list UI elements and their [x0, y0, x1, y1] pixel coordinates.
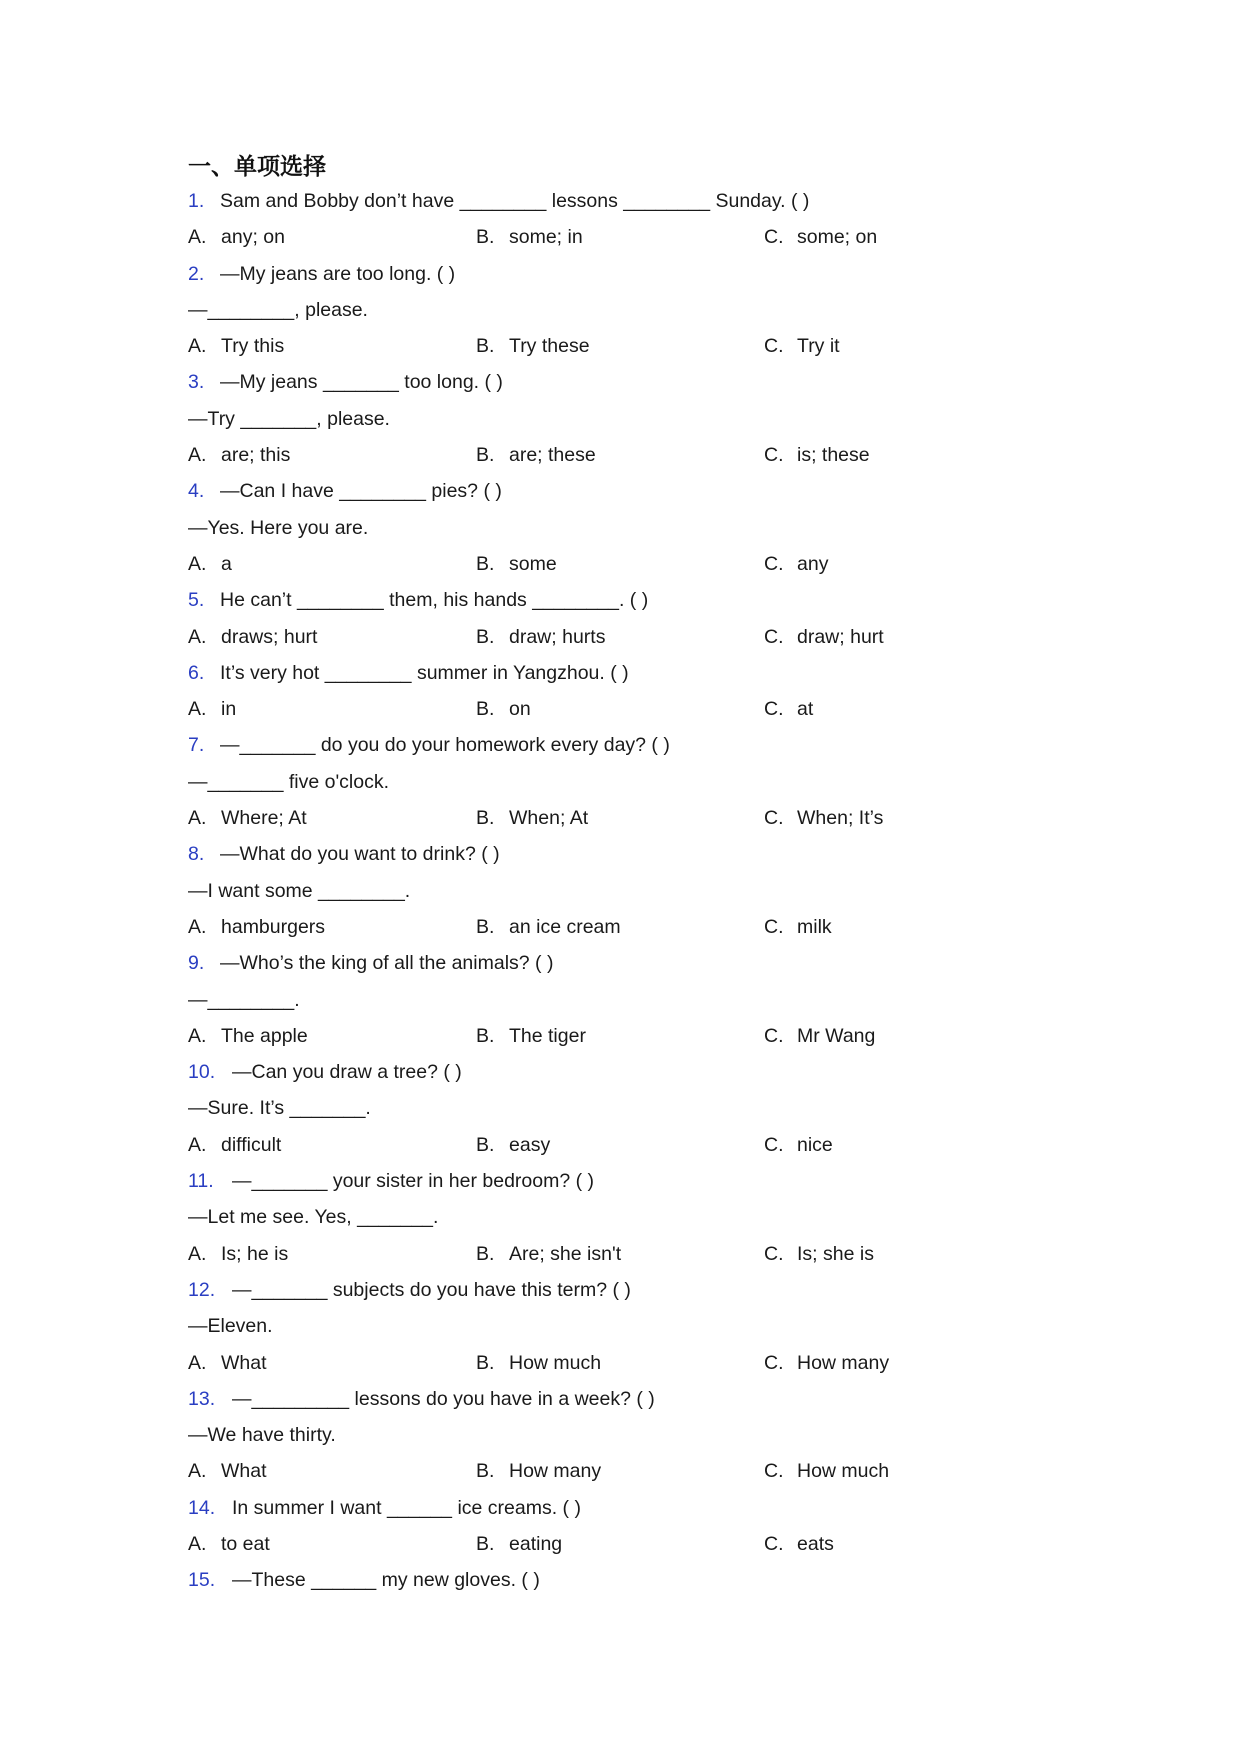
option-text: is; these [797, 444, 870, 467]
option-letter: B. [476, 625, 495, 648]
question-stem [188, 1163, 1088, 1199]
question-stem [188, 836, 1088, 872]
question-text: —Try _______, please. [188, 407, 390, 430]
question-text: —My jeans _______ too long. ( ) [220, 371, 503, 394]
question-reply-line [188, 982, 1088, 1018]
option-text: What [221, 1351, 267, 1374]
question-9 [188, 945, 1088, 1054]
option-text: How many [797, 1351, 890, 1374]
option-letter: B. [476, 1460, 495, 1483]
option-text: an ice cream [509, 915, 621, 938]
option-letter: A. [188, 1024, 207, 1047]
option-text: Try these [509, 335, 590, 358]
option-letter: B. [476, 226, 495, 249]
option-letter: B. [476, 335, 495, 358]
option-text: draw; hurt [797, 625, 884, 648]
option-c[interactable] [764, 1345, 889, 1381]
answer-options [188, 691, 1088, 727]
question-text: Sam and Bobby don’t have ________ lessons ________ Sunday. ( ) [220, 190, 810, 212]
option-text: nice [797, 1133, 833, 1156]
option-c[interactable] [764, 546, 828, 582]
option-b[interactable] [476, 1526, 562, 1562]
answer-options [188, 1526, 1088, 1562]
option-text: Where; At [221, 807, 307, 830]
option-b[interactable] [476, 219, 583, 255]
answer-options [188, 1453, 1088, 1489]
question-5 [188, 582, 1088, 655]
question-2 [188, 256, 1088, 365]
answer-options [188, 219, 1088, 255]
option-text: any; on [221, 226, 285, 249]
option-text: eats [797, 1532, 834, 1555]
question-4 [188, 473, 1088, 582]
option-text: at [797, 698, 814, 721]
question-stem [188, 1490, 1088, 1526]
question-number: 7. [188, 734, 205, 757]
section-title: 一、单项选择 [188, 153, 326, 180]
option-text: are; these [509, 444, 596, 467]
option-text: When; At [509, 807, 589, 830]
question-7 [188, 727, 1088, 836]
option-letter: B. [476, 1133, 495, 1156]
option-a[interactable] [188, 546, 232, 582]
question-number: 14. [188, 1496, 216, 1519]
question-text: —_______ your sister in her bedroom? ( ) [232, 1170, 595, 1193]
option-letter: B. [476, 807, 495, 830]
option-b[interactable] [476, 800, 588, 836]
option-c[interactable] [764, 1453, 889, 1489]
option-text: to eat [221, 1532, 270, 1555]
option-b[interactable] [476, 1345, 601, 1381]
option-b[interactable] [476, 1453, 601, 1489]
option-letter: C. [764, 444, 784, 467]
question-reply-line [188, 510, 1088, 546]
option-c[interactable] [764, 1526, 834, 1562]
option-letter: A. [188, 625, 207, 648]
option-text: some; in [509, 226, 583, 249]
option-c[interactable] [764, 1127, 833, 1163]
option-letter: C. [764, 1242, 784, 1265]
option-b[interactable] [476, 1236, 621, 1272]
option-b[interactable] [476, 1018, 586, 1054]
option-a[interactable] [188, 1127, 281, 1163]
question-reply-line [188, 1199, 1088, 1235]
question-reply-line [188, 1090, 1088, 1126]
option-letter: A. [188, 807, 207, 830]
option-text: any [797, 552, 829, 575]
option-letter: C. [764, 226, 784, 249]
question-number: 1. [188, 190, 205, 212]
option-a[interactable] [188, 437, 290, 473]
option-b[interactable] [476, 1127, 550, 1163]
option-text: How much [797, 1460, 890, 1483]
option-a[interactable] [188, 800, 307, 836]
question-reply-line [188, 873, 1088, 909]
question-text: —Eleven. [188, 1315, 273, 1338]
question-number: 10. [188, 1061, 216, 1084]
option-b[interactable] [476, 619, 605, 655]
option-b[interactable] [476, 909, 621, 945]
option-letter: C. [764, 1532, 784, 1555]
option-a[interactable] [188, 328, 284, 364]
option-c[interactable] [764, 909, 832, 945]
question-text: —These ______ my new gloves. ( ) [232, 1569, 540, 1592]
question-stem [188, 582, 1088, 618]
question-text: —Can you draw a tree? ( ) [232, 1061, 462, 1084]
question-text: —Let me see. Yes, _______. [188, 1206, 439, 1229]
question-reply-line [188, 1308, 1088, 1344]
question-text: —_______ subjects do you have this term? ( ) [232, 1278, 631, 1301]
question-stem [188, 364, 1088, 400]
question-number: 5. [188, 589, 205, 612]
question-text: —_______ do you do your homework every day? ( ) [220, 734, 670, 757]
question-number: 11. [188, 1170, 214, 1193]
option-letter: C. [764, 552, 784, 575]
option-letter: A. [188, 1460, 207, 1483]
option-a[interactable] [188, 619, 317, 655]
question-text: —Sure. It’s _______. [188, 1097, 371, 1120]
option-c[interactable] [764, 437, 870, 473]
option-c[interactable] [764, 619, 884, 655]
question-stem [188, 1381, 1088, 1417]
option-letter: B. [476, 915, 495, 938]
option-a[interactable] [188, 1345, 267, 1381]
answer-options [188, 328, 1088, 364]
option-a[interactable] [188, 1236, 288, 1272]
option-letter: C. [764, 807, 784, 830]
option-text: draw; hurts [509, 625, 606, 648]
option-letter: A. [188, 698, 207, 721]
answer-options [188, 437, 1088, 473]
question-text: —_______ five o'clock. [188, 770, 390, 793]
question-13 [188, 1381, 1088, 1490]
question-stem [188, 473, 1088, 509]
question-3 [188, 364, 1088, 473]
option-letter: B. [476, 1024, 495, 1047]
question-stem [188, 655, 1088, 691]
question-stem [188, 727, 1088, 763]
option-c[interactable] [764, 328, 840, 364]
option-letter: B. [476, 552, 495, 575]
question-stem [188, 1272, 1088, 1308]
question-number: 12. [188, 1278, 216, 1301]
question-text: It’s very hot ________ summer in Yangzhou. ( ) [220, 661, 629, 684]
question-number: 2. [188, 262, 205, 285]
question-number: 15. [188, 1569, 216, 1592]
question-number: 4. [188, 480, 205, 503]
answer-options [188, 546, 1088, 582]
option-text: Try it [797, 335, 840, 358]
option-text: eating [509, 1532, 563, 1555]
question-text: —Who’s the king of all the animals? ( ) [220, 952, 554, 975]
option-text: What [221, 1460, 267, 1483]
question-14 [188, 1490, 1088, 1563]
option-text: When; It’s [797, 807, 884, 830]
answer-options [188, 1018, 1088, 1054]
question-text: —Can I have ________ pies? ( ) [220, 480, 502, 503]
option-c[interactable] [764, 219, 877, 255]
answer-options [188, 619, 1088, 655]
option-c[interactable] [764, 1236, 874, 1272]
option-letter: B. [476, 698, 495, 721]
option-letter: C. [764, 335, 784, 358]
option-a[interactable] [188, 219, 285, 255]
option-letter: B. [476, 1242, 495, 1265]
option-a[interactable] [188, 909, 325, 945]
option-letter: C. [764, 1351, 784, 1374]
question-text: —_________ lessons do you have in a week? ( ) [232, 1387, 655, 1410]
question-number: 3. [188, 371, 205, 394]
option-letter: A. [188, 335, 207, 358]
option-b[interactable] [476, 546, 557, 582]
question-stem [188, 1054, 1088, 1090]
option-text: a [221, 552, 232, 575]
answer-options [188, 909, 1088, 945]
question-number: 6. [188, 661, 205, 684]
option-text: in [221, 698, 237, 721]
option-letter: A. [188, 1133, 207, 1156]
option-c[interactable] [764, 800, 883, 836]
option-letter: C. [764, 698, 784, 721]
question-stem [188, 1562, 1088, 1598]
option-text: The tiger [509, 1024, 586, 1047]
option-text: are; this [221, 444, 291, 467]
option-b[interactable] [476, 437, 596, 473]
question-12 [188, 1272, 1088, 1381]
question-text: —________, please. [188, 298, 368, 321]
question-reply-line [188, 764, 1088, 800]
option-text: on [509, 698, 531, 721]
option-letter: A. [188, 1351, 207, 1374]
question-6 [188, 655, 1088, 728]
option-a[interactable] [188, 1453, 267, 1489]
option-text: Mr Wang [797, 1024, 876, 1047]
question-text: —I want some ________. [188, 879, 411, 902]
question-list [188, 183, 1088, 1599]
option-c[interactable] [764, 691, 813, 727]
question-reply-line [188, 292, 1088, 328]
option-letter: A. [188, 1532, 207, 1555]
option-letter: A. [188, 226, 207, 249]
option-c[interactable] [764, 1018, 875, 1054]
option-letter: B. [476, 444, 495, 467]
option-text: some; on [797, 226, 878, 249]
answer-options [188, 1127, 1088, 1163]
option-b[interactable] [476, 691, 531, 727]
question-15 [188, 1562, 1088, 1598]
question-text: —What do you want to drink? ( ) [220, 843, 500, 866]
question-8 [188, 836, 1088, 945]
question-stem [188, 945, 1088, 981]
option-text: Try this [221, 335, 285, 358]
option-text: hamburgers [221, 915, 326, 938]
option-letter: B. [476, 1351, 495, 1374]
option-text: draws; hurt [221, 625, 318, 648]
option-text: Are; she isn't [509, 1242, 622, 1265]
question-text: —My jeans are too long. ( ) [220, 262, 456, 285]
option-letter: A. [188, 1242, 207, 1265]
option-text: easy [509, 1133, 551, 1156]
option-letter: C. [764, 1460, 784, 1483]
option-text: difficult [221, 1133, 282, 1156]
question-stem [188, 183, 1088, 219]
question-reply-line [188, 401, 1088, 437]
question-text: He can’t ________ them, his hands ________. ( ) [220, 589, 649, 612]
question-10 [188, 1054, 1088, 1163]
question-reply-line [188, 1417, 1088, 1453]
option-a[interactable] [188, 1018, 308, 1054]
option-letter: A. [188, 552, 207, 575]
question-text: In summer I want ______ ice creams. ( ) [232, 1496, 581, 1519]
option-text: Is; he is [221, 1242, 289, 1265]
option-letter: C. [764, 1133, 784, 1156]
option-text: milk [797, 915, 832, 938]
option-b[interactable] [476, 328, 590, 364]
question-number: 9. [188, 952, 205, 975]
question-text: —________. [188, 988, 300, 1011]
question-number: 8. [188, 843, 205, 866]
option-a[interactable] [188, 1526, 270, 1562]
option-text: How many [509, 1460, 602, 1483]
option-letter: C. [764, 1024, 784, 1047]
option-text: some [509, 552, 557, 575]
option-text: Is; she is [797, 1242, 874, 1265]
question-11 [188, 1163, 1088, 1272]
option-text: How much [509, 1351, 602, 1374]
question-number: 13. [188, 1387, 216, 1410]
option-letter: A. [188, 444, 207, 467]
question-text: —Yes. Here you are. [188, 516, 369, 539]
answer-options [188, 1345, 1088, 1381]
option-text: The apple [221, 1024, 308, 1047]
option-letter: C. [764, 625, 784, 648]
question-stem [188, 256, 1088, 292]
question-1 [188, 183, 1088, 256]
answer-options [188, 800, 1088, 836]
question-text: —We have thirty. [188, 1424, 336, 1447]
option-letter: A. [188, 915, 207, 938]
answer-options [188, 1236, 1088, 1272]
option-a[interactable] [188, 691, 236, 727]
option-letter: C. [764, 915, 784, 938]
option-letter: B. [476, 1532, 495, 1555]
